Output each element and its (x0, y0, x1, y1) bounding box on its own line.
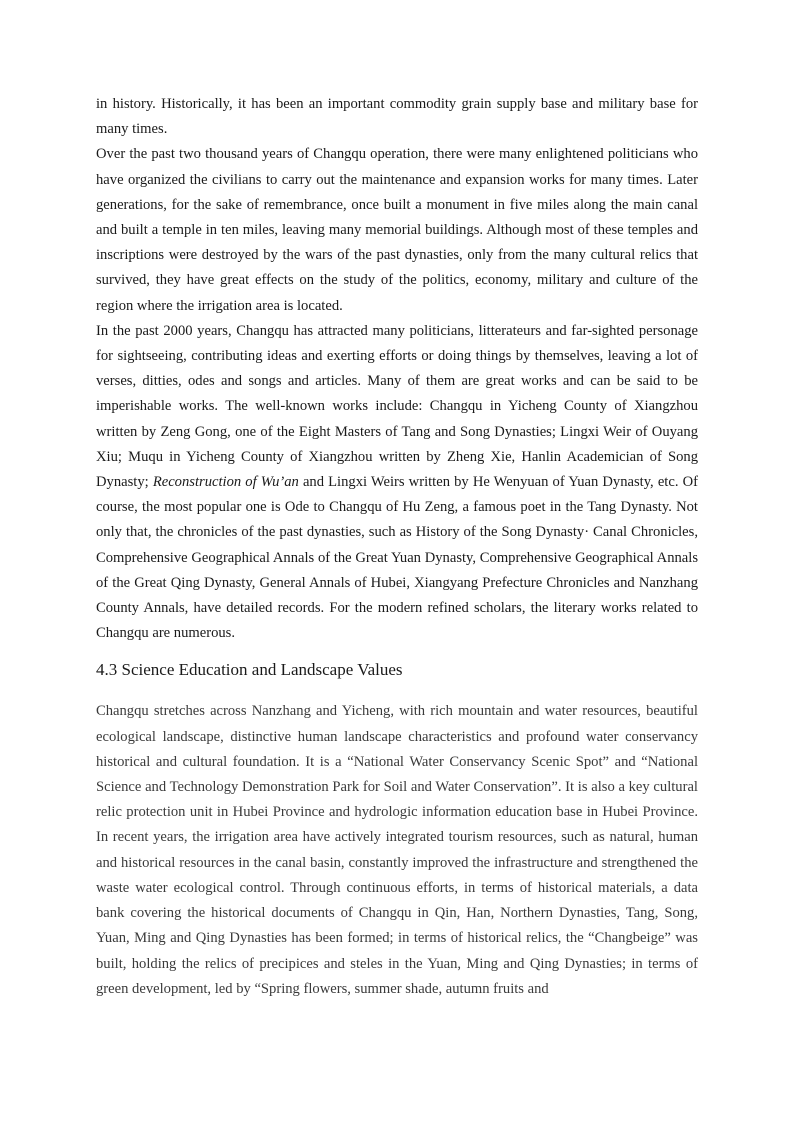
works-italic-title: Reconstruction of Wu’an (152, 474, 299, 491)
section-heading: 4.3 Science Education and Landscape Values (96, 660, 403, 680)
works-text-after: and Lingxi Weirs written by He Wenyuan of Yuan Dynasty, etc. Of course, the most popular one is Ode to Changqu of Hu Zeng, a famous poet in the Tang Dynasty. Not only that, the chronicles of the past dynasties, such as History of the Song Dynasty· Canal Chronicles, Comprehensive Geographical Annals of the Great Yuan Dynasty, Comprehensive Geographical Annals of the Great Qing Dynasty, General Annals of Hubei, Xiangyang Prefecture Chronicles and Nanzhang County Annals, have detailed records. For the modern refined scholars, the literary works related to Changqu are numerous. (96, 474, 698, 642)
document-page (96, 92, 698, 1002)
works-text-before: In the past 2000 years, Changqu has attracted many politicians, litterateurs and far-sighted personage for sightseeing, contributing ideas and exerting efforts or doing things by themselves, leaving a lot of verses, ditties, odes and songs and articles. Many of them are great works and can be said to be imperishable works. The well-known works include: Changqu in Yicheng County of Xiangzhou written by Zeng Gong, one of the Eight Masters of Tang and Song Dynasties; Lingxi Weir of Ouyang Xiu; Muqu in Yicheng County of Xiangzhou written by Zheng Xie, Hanlin Academician of Song Dynasty; (96, 322, 698, 491)
paragraph-history: in history. Historically, it has been an important commodity grain supply base and military base for many times. (96, 96, 698, 138)
paragraph-science-education: Changqu stretches across Nanzhang and Yicheng, with rich mountain and water resources, beautiful ecological landscape, distinctive human landscape characteristics and profound water conservancy historical and cultural foundation. It is a “National Water Conservancy Scenic Spot” and “National Science and Technology Demonstration Park for Soil and Water Conservation”. It is also a key cultural relic protection unit in Hubei Province and hydrologic information education base in Hubei Province. In recent years, the irrigation area have actively integrated tourism resources, such as natural, human and historical resources in the canal basin, constantly improved the infrastructure and strengthened the waste water ecological control. Through continuous efforts, in terms of historical materials, a data bank covering the historical documents of Changqu in Qin, Han, Northern Dynasties, Tang, Song, Yuan, Ming and Qing Dynasties has been formed; in terms of historical relics, the “Changbeige” was built, holding the relics of precipices and steles in the Yuan, Ming and Qing Dynasties; in terms of green development, led by “Spring flowers, summer shade, autumn fruits and (96, 703, 698, 997)
paragraph-politicians: Over the past two thousand years of Changqu operation, there were many enlightened politicians who have organized the civilians to carry out the maintenance and expansion works for many times. Later generations, for the sake of remembrance, once built a monument in five miles along the main canal and built a temple in ten miles, leaving many memorial buildings. Although most of these temples and inscriptions were destroyed by the wars of the past dynasties, only from the many cultural relics that survived, they have great effects on the study of the politics, economy, military and culture of the region where the irrigation area is located. (96, 146, 698, 314)
paragraph-literary-works (96, 319, 698, 647)
